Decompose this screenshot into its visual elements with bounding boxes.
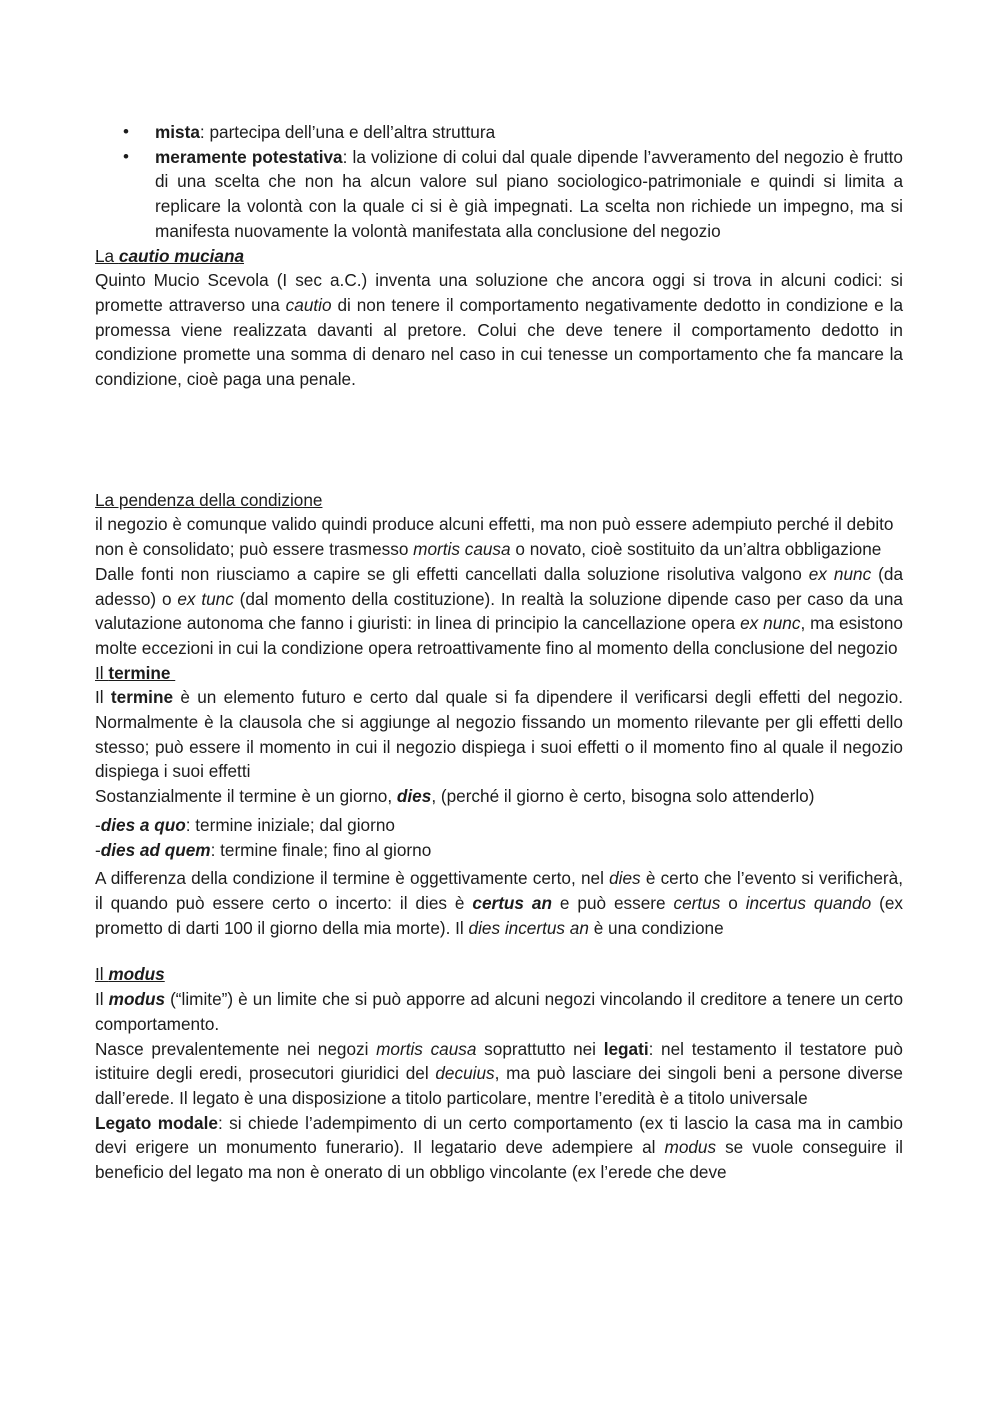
list-item: -dies a quo: termine iniziale; dal giorno [95, 814, 395, 835]
bullet-text: : partecipa dell’una e dell’altra struttura [199, 122, 496, 142]
bullet-list [95, 120, 903, 244]
bullet-icon: • [123, 122, 129, 141]
paragraph: A differenza della condizione il termine è oggettivamente certo, nel dies è certo che l’evento si verificherà, il quando può essere certo o incerto: il dies è certus an e può essere certus o incertus quando (ex prometto di darti 100 il giorno della mia morte). Il dies incertus an è una condizione [95, 868, 904, 938]
bullet-icon: • [123, 146, 129, 166]
bullet-term: meramente potestativa [155, 146, 343, 167]
document-page [95, 120, 903, 1185]
bullet-term: mista [155, 122, 200, 142]
paragraph: Quinto Mucio Scevola (I sec a.C.) inventa una soluzione che ancora oggi si trova in alcuni codici: si promette attraverso una cautio di non tenere il comportamento negativamente dedotto in condizione e la promessa viene realizzata davanti al pretore. Colui che deve tenere il comportamento dedotto in condizione promette una somma di denaro nel caso in cui tenesse un comportamento che fa mancare la condizione, cioè paga una penale. [95, 270, 903, 390]
section-heading-cautio: La cautio muciana [95, 245, 245, 266]
paragraph: Nasce prevalentemente nei negozi mortis causa soprattutto nei legati: nel testamento il testatore può istituire degli eredi, prosecutori giuridici del decuius, ma può lasciare dei singoli beni a persone diverse dall’erede. Il legato è una disposizione a titolo particolare, mentre l’eredità è a titolo universale [95, 1038, 903, 1108]
list-item: -dies ad quem: termine finale; fino al giorno [95, 839, 432, 860]
paragraph: Il termine è un elemento futuro e certo dal quale si fa dipendere il verificarsi degli effetti del negozio. Normalmente è la clausola che si aggiunge al negozio fissando un momento rilevante per gli effetti dello stesso; può essere il momento in cui il negozio dispiega i suoi effetti o il momento fino al quale il negozio dispiega i suoi effetti [95, 687, 903, 782]
paragraph: Il modus (“limite”) è un limite che si può apporre ad alcuni negozi vincolando il creditore a tenere un certo comportamento. [95, 989, 904, 1034]
blank-space [95, 392, 903, 488]
section-heading-modus: Il modus [95, 964, 165, 985]
paragraph: Sostanzialmente il termine è un giorno, dies, (perché il giorno è certo, bisogna solo attenderlo) [95, 786, 815, 807]
paragraph: il negozio è comunque valido quindi produce alcuni effetti, ma non può essere adempiuto perché il debito non è consolidato; può essere trasmesso mortis causa o novato, cioè sostituito da un’altra obbligazione [95, 514, 894, 560]
list-item [95, 145, 903, 244]
section-heading-termine: Il termine [95, 662, 171, 683]
section-heading-pendenza: La pendenza della condizione [95, 489, 323, 510]
paragraph: Legato modale: si chiede l’adempimento di un certo comportamento (ex ti lascio la casa ma in cambio devi erigere un monumento funerario). Il legatario deve adempiere al modus se vuole conseguire il beneficio del legato ma non è onerato di un obbligo vincolante (ex l’erede che deve [95, 1112, 903, 1183]
list-item [95, 120, 903, 145]
bullet-text: : la volizione di colui dal quale dipende l’avveramento del negozio è frutto di una scelta che non ha alcun valore sul piano sociologico-patrimoniale e quindi si limita a replicare la volontà con la quale ci si è già impegnati. La scelta non richiede un impegno, ma si manifesta nuovamente la volontà manifestata alla conclusione del negozio [155, 146, 903, 241]
paragraph: Dalle fonti non riusciamo a capire se gli effetti cancellati dalla soluzione risolutiva valgono ex nunc (da adesso) o ex tunc (dal momento della costituzione). In realtà la soluzione dipende caso per caso da una valutazione autonoma che fanno i giuristi: in linea di principio la cancellazione opera ex nunc, ma esistono molte eccezioni in cui la condizione opera retroattivamente fino al momento della conclusione del negozio [95, 563, 903, 658]
